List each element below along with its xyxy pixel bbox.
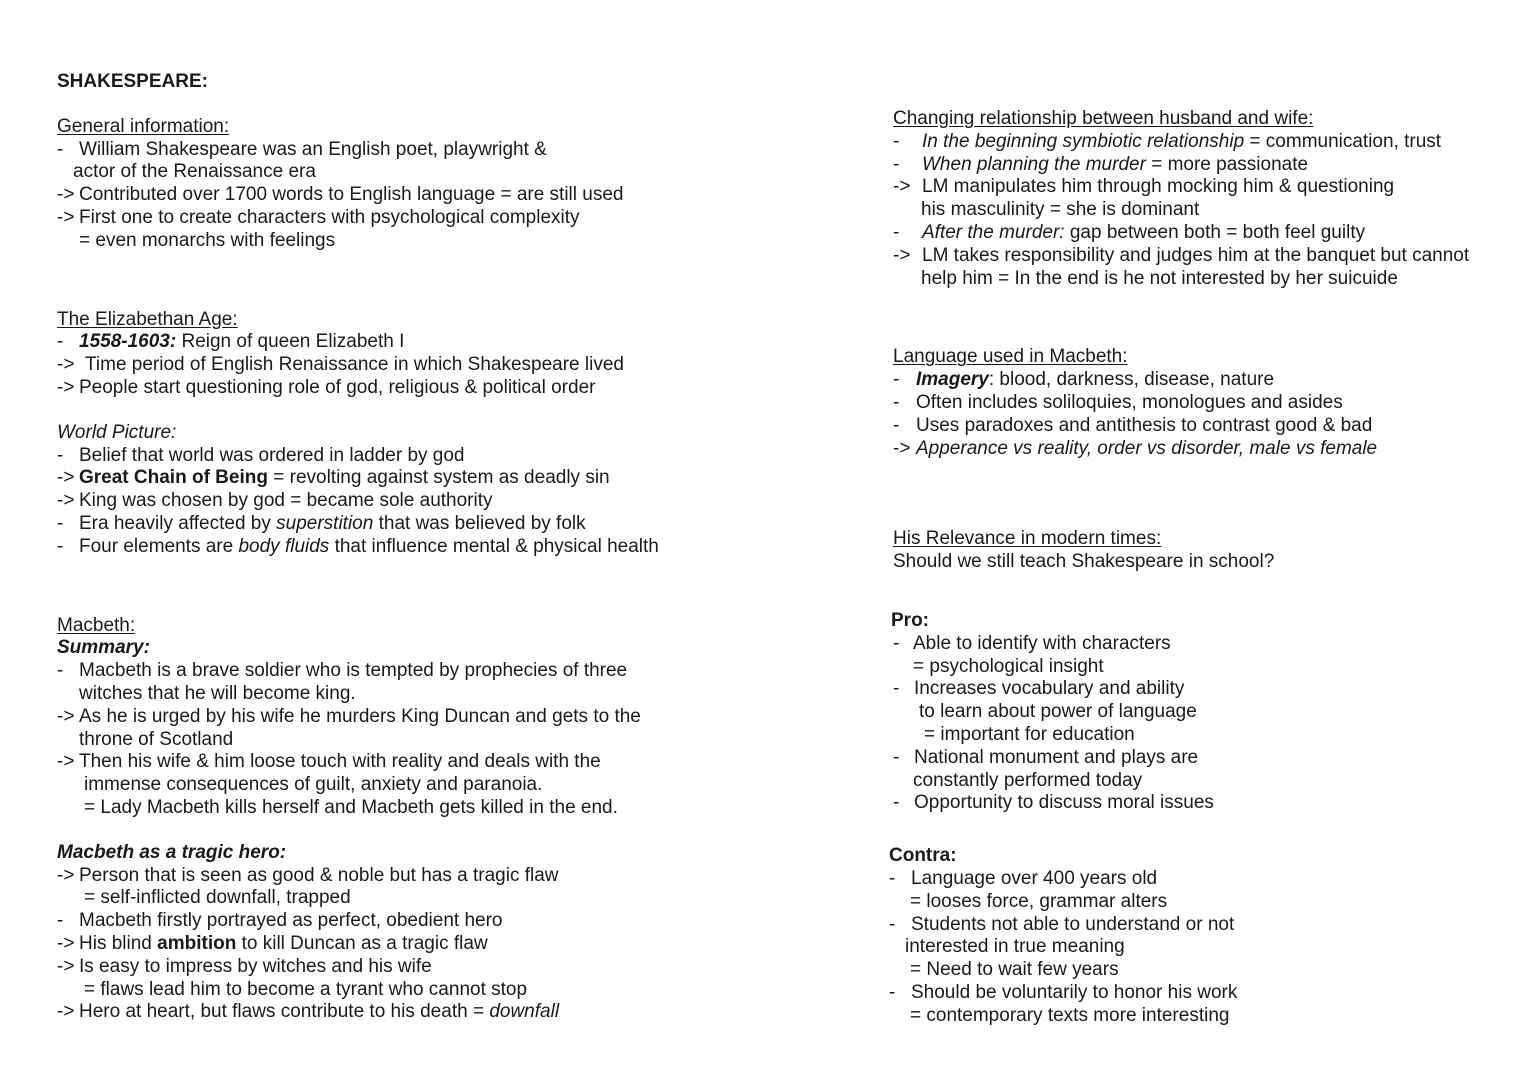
relevance-heading: His Relevance in modern times: [893,528,1162,550]
world-picture-heading: World Picture: [57,421,177,443]
dash-bullet: - [893,130,900,152]
list-item-continuation: = important for education [924,723,1135,745]
right-column [889,108,1513,1028]
list-item: -> First one to create characters with psychological complexity [57,206,580,228]
list-item: - William Shakespeare was an English poet, playwright & [57,138,547,160]
arrow-bullet: -> [57,1001,75,1023]
list-item: - Macbeth firstly portrayed as perfect, obedient hero [57,910,503,932]
list-item: - Four elements are body fluids that influence mental & physical health [57,535,659,557]
arrow-bullet: -> [893,437,911,459]
arrow-bullet: -> [893,176,911,198]
list-item-continuation: interested in true meaning [905,936,1125,958]
dash-bullet: - [889,913,896,935]
pro-heading: Pro: [891,609,929,631]
list-item: - Language over 400 years old [889,867,1158,889]
list-item: -> His blind ambition to kill Duncan as a tragic flaw [57,932,488,954]
list-item: - 1558-1603: Reign of queen Elizabeth I [57,331,405,353]
arrow-bullet: -> [57,864,75,886]
dash-bullet: - [893,792,900,814]
list-item: - Imagery: blood, darkness, disease, nature [893,369,1275,391]
list-item: -> As he is urged by his wife he murders King Duncan and gets to the [57,705,641,727]
list-item-continuation: = Need to wait few years [910,959,1119,981]
dash-bullet: - [893,414,900,436]
dash-bullet: - [57,331,64,353]
list-item: - When planning the murder = more passionate [893,153,1309,175]
pro-section [893,610,1513,815]
list-item-continuation: = even monarchs with feelings [79,229,336,251]
arrow-bullet: -> [57,751,75,773]
list-item-continuation: = looses force, grammar alters [910,890,1168,912]
list-item: - Able to identify with characters [893,632,1171,654]
list-item-continuation: = Lady Macbeth kills herself and Macbeth gets killed in the end. [84,796,618,818]
list-item-continuation: = psychological insight [913,655,1104,677]
list-item-continuation: his masculinity = she is dominant [921,199,1200,221]
relevance-section [893,528,1513,574]
arrow-bullet: -> [57,705,75,727]
arrow-bullet: -> [57,206,75,228]
list-item: - National monument and plays are [893,746,1199,768]
list-item: - Should be voluntarily to honor his work [889,981,1238,1003]
list-item: -> Then his wife & him loose touch with reality and deals with the [57,751,601,773]
elizabethan-age-heading: The Elizabethan Age: [57,308,238,330]
list-item: -> Apperance vs reality, order vs disorder, male vs female [893,437,1378,459]
dash-bullet: - [893,632,900,654]
arrow-bullet: -> [893,244,911,266]
dash-bullet: - [893,153,900,175]
dash-bullet: - [889,981,896,1003]
arrow-bullet: -> [57,955,75,977]
list-item: - Often includes soliloquies, monologues and asides [893,391,1343,413]
general-information-section [57,116,737,253]
list-item: - Era heavily affected by superstition that was believed by folk [57,512,586,534]
world-picture-section [57,422,737,559]
list-item: - In the beginning symbiotic relationship = communication, trust [893,130,1442,152]
list-item: -> Is easy to impress by witches and his wife [57,955,432,977]
arrow-bullet: -> [57,467,75,489]
list-item-continuation: witches that he will become king. [79,682,356,704]
list-item-continuation: = flaws lead him to become a tyrant who cannot stop [84,978,528,1000]
relationship-heading: Changing relationship between husband and wife: [893,108,1314,129]
list-item: - After the murder: gap between both = both feel guilty [893,221,1366,243]
list-item: -> King was chosen by god = became sole authority [57,490,493,512]
dash-bullet: - [893,221,900,243]
list-item-continuation: constantly performed today [913,769,1143,791]
list-item-continuation: actor of the Renaissance era [73,161,316,183]
arrow-bullet: -> [57,490,75,512]
dash-bullet: - [57,444,64,466]
arrow-bullet: -> [57,354,75,376]
arrow-bullet: -> [57,932,75,954]
list-item: - Opportunity to discuss moral issues [893,792,1214,814]
list-item: - Belief that world was ordered in ladder by god [57,444,465,466]
list-item-continuation: immense consequences of guilt, anxiety and paranoia. [84,774,543,796]
list-item: - Macbeth is a brave soldier who is tempted by prophecies of three [57,660,628,682]
list-item: -> Great Chain of Being = revolting against system as deadly sin [57,467,610,489]
left-column [57,71,737,1024]
list-item: -> LM takes responsibility and judges him at the banquet but cannot [893,244,1470,266]
elizabethan-age-section [57,309,737,400]
page-title: SHAKESPEARE: [57,71,208,92]
dash-bullet: - [57,512,64,534]
list-item: -> LM manipulates him through mocking him & questioning [893,176,1395,198]
dash-bullet: - [57,535,64,557]
list-item: - Students not able to understand or not [889,913,1235,935]
list-item: - Increases vocabulary and ability [893,678,1185,700]
dash-bullet: - [57,910,64,932]
general-information-heading: General information: [57,115,230,137]
macbeth-summary-section [57,615,737,820]
list-item: -> Contributed over 1700 words to English language = are still used [57,184,624,206]
list-item: -> People start questioning role of god, religious & political order [57,376,596,398]
dash-bullet: - [889,867,896,889]
language-heading: Language used in Macbeth: [893,346,1128,368]
list-item-continuation: throne of Scotland [79,728,234,750]
dash-bullet: - [893,746,900,768]
dash-bullet: - [57,138,64,160]
list-item-continuation: = self-inflicted downfall, trapped [84,887,351,909]
tragic-hero-heading: Macbeth as a tragic hero: [57,841,287,863]
arrow-bullet: -> [57,376,75,398]
contra-section [889,845,1513,1027]
dash-bullet: - [893,369,900,391]
list-item-continuation: help him = In the end is he not interested by her suicuide [921,267,1398,289]
relationship-section [893,108,1513,290]
dash-bullet: - [893,678,900,700]
dash-bullet: - [893,391,900,413]
relevance-question: Should we still teach Shakespeare in school? [893,551,1275,573]
list-item-continuation: to learn about power of language [919,701,1197,723]
list-item: - Uses paradoxes and antithesis to contrast good & bad [893,414,1373,436]
contra-heading: Contra: [889,845,957,867]
tragic-hero-section [57,842,737,1024]
list-item-continuation: = contemporary texts more interesting [910,1004,1230,1026]
dash-bullet: - [57,660,64,682]
language-section [893,346,1513,460]
macbeth-heading: Macbeth: [57,614,136,636]
summary-heading: Summary: [57,637,150,659]
arrow-bullet: -> [57,184,75,206]
list-item: -> Time period of English Renaissance in which Shakespeare lived [57,354,624,376]
list-item: -> Person that is seen as good & noble but has a tragic flaw [57,864,559,886]
list-item: -> Hero at heart, but flaws contribute to his death = downfall [57,1001,560,1023]
